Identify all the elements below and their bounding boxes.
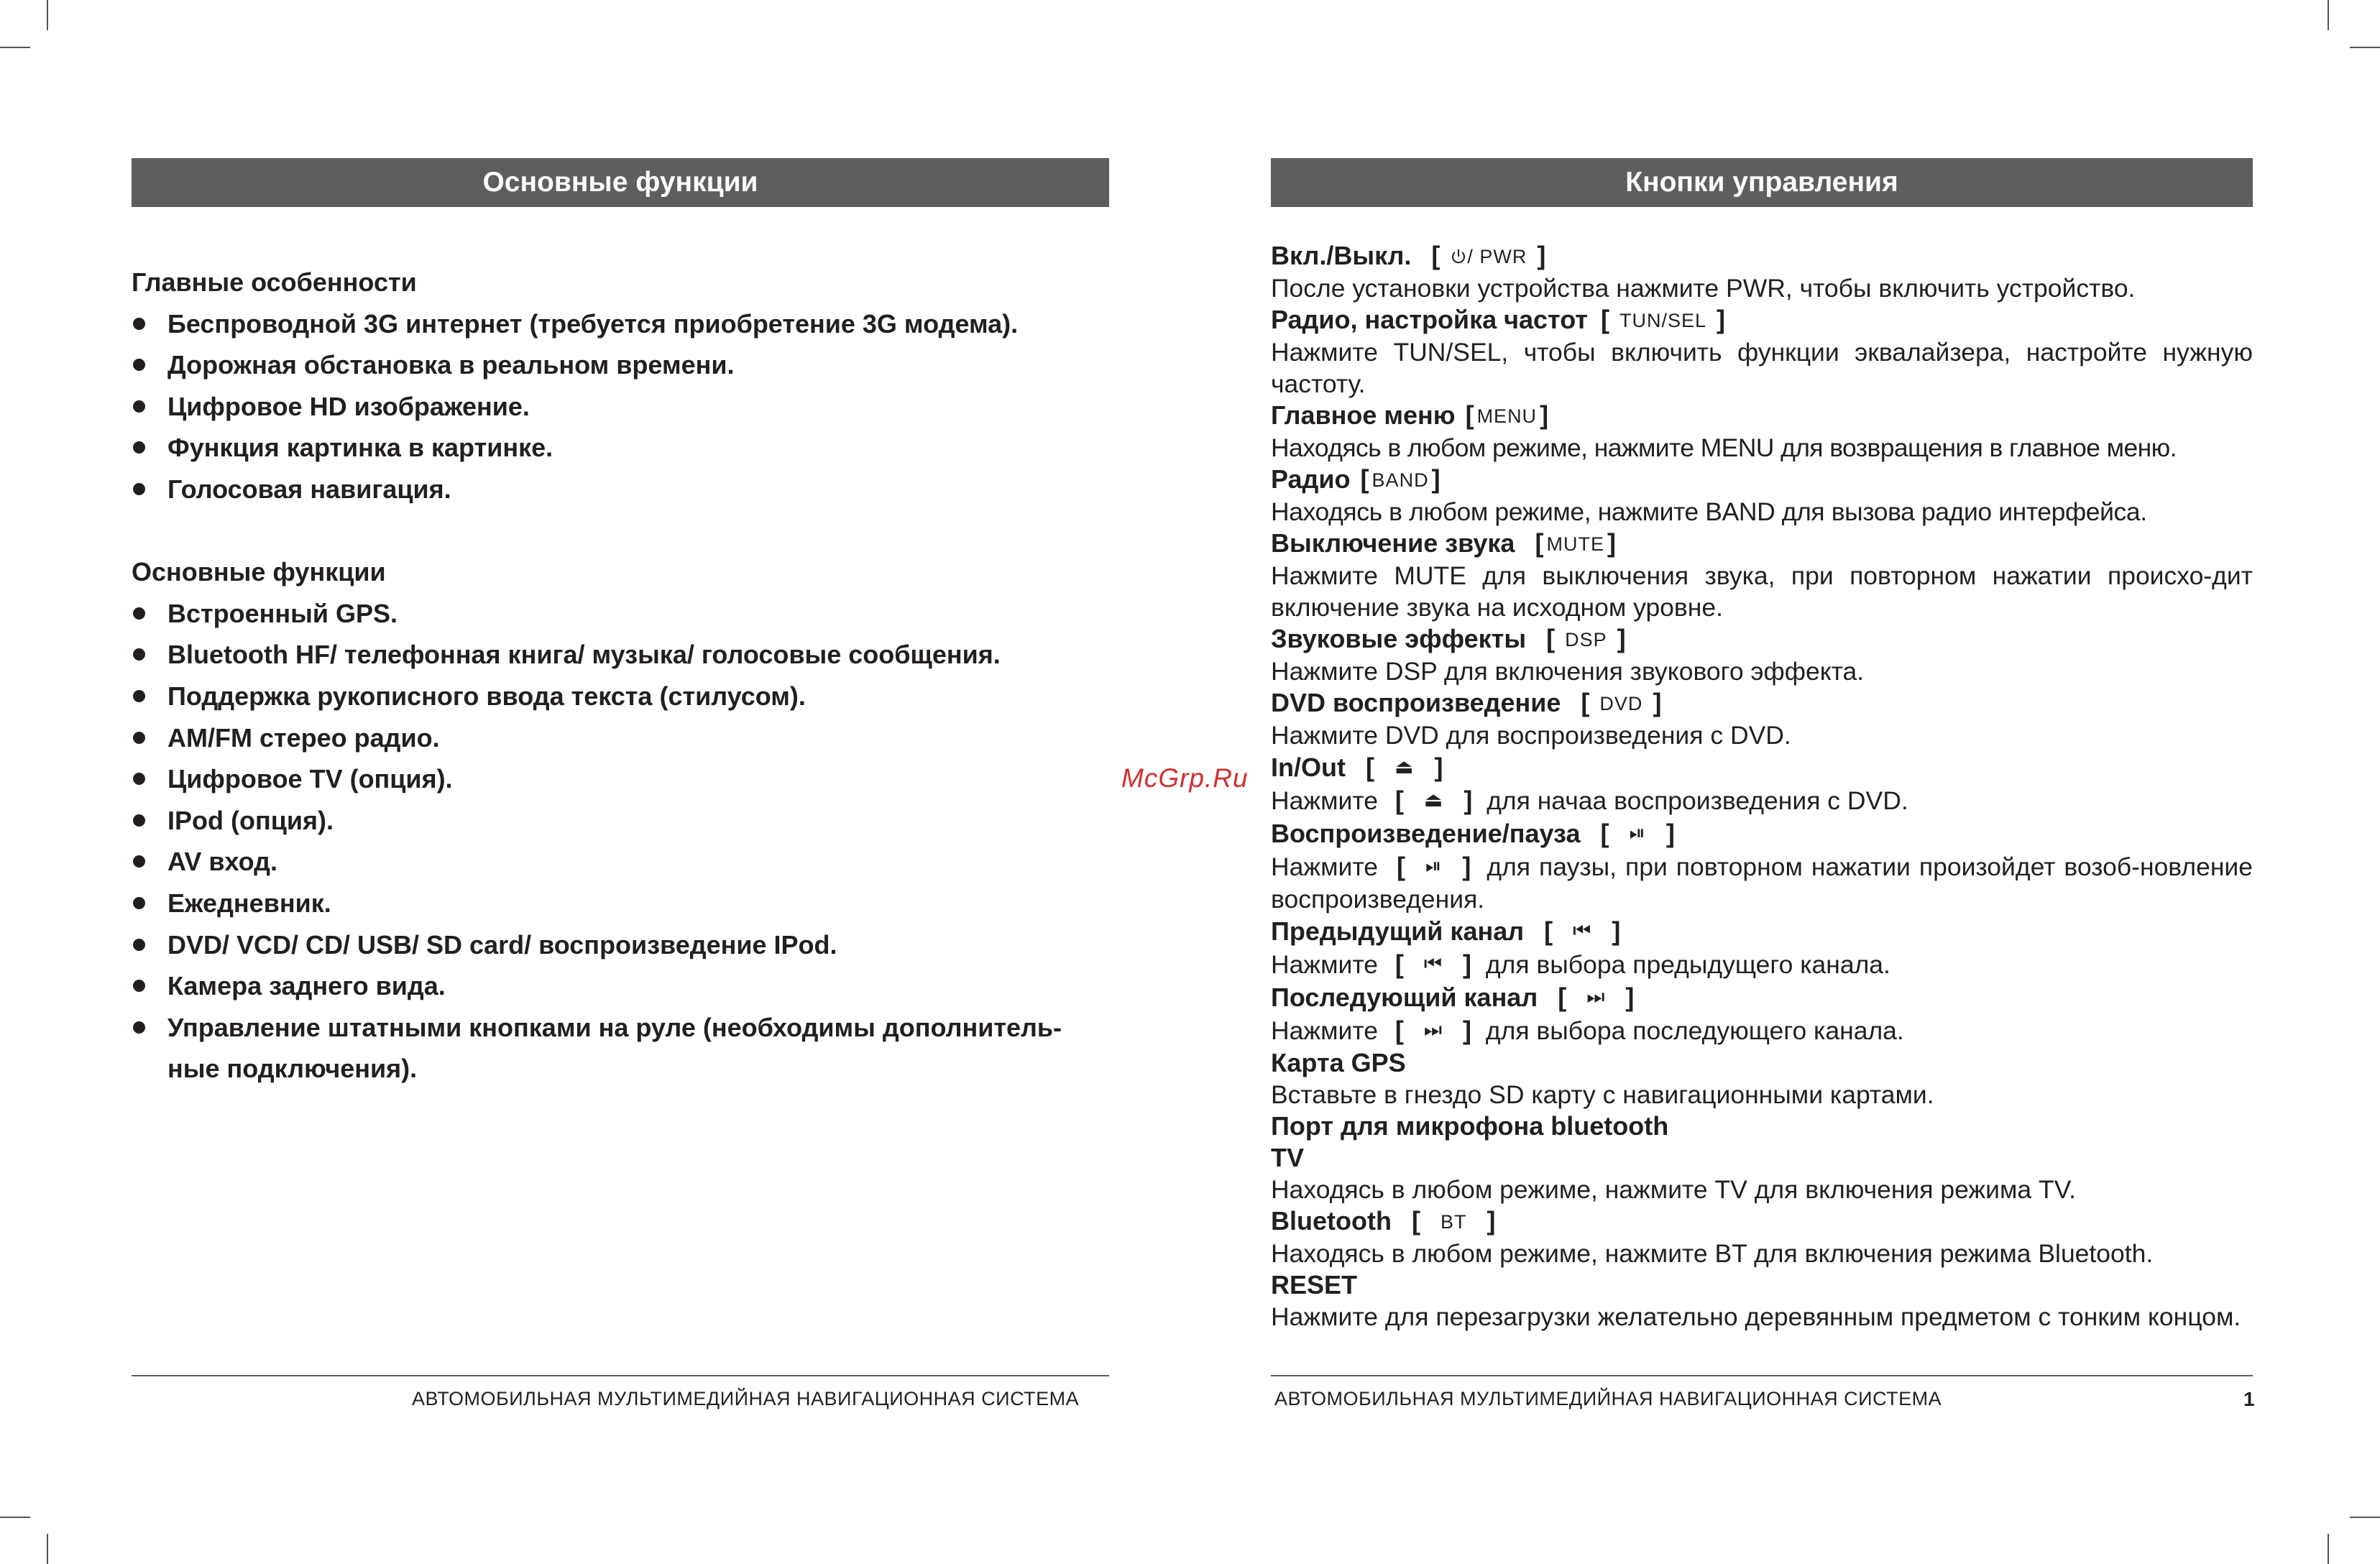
list-item: Встроенный GPS.: [132, 593, 1109, 635]
crop-mark: [0, 1517, 30, 1518]
control-title-dvd: DVD воспроизведение [ DVD ]: [1271, 687, 2253, 719]
list-item: DVD/ VCD/ CD/ USB/ SD card/ воспроизведение IPod.: [132, 924, 1109, 966]
eject-icon: ⏏: [1423, 788, 1444, 811]
features-list: [132, 262, 1109, 1090]
footer-right: АВТОМОБИЛЬНАЯ МУЛЬТИМЕДИЙНАЯ НАВИГАЦИОННАЯ СИСТЕМА: [1274, 1388, 1942, 1409]
next-track-icon: ⏭: [1586, 985, 1606, 1008]
previous-track-icon: ⏮: [1423, 952, 1443, 975]
control-title-band: Радио [ BAND ]: [1271, 464, 2253, 496]
next-track-icon: ⏭: [1423, 1018, 1443, 1041]
control-desc-tuner: Нажмите TUN/SEL, чтобы включить функции эквалайзера, настройте нужную частоту.: [1271, 338, 2253, 398]
control-title-mute: Выключение звука [ MUTE ]: [1271, 528, 2253, 560]
play-pause-icon: ⏯: [1629, 822, 1646, 844]
main-features-list: [132, 303, 1109, 510]
dvd-key: [ DVD ]: [1581, 688, 1662, 717]
crop-mark: [47, 1534, 48, 1564]
list-item: Поддержка рукописного ввода текста (стилусом).: [132, 676, 1109, 717]
list-item: Цифровое TV (опция).: [132, 758, 1109, 800]
control-desc-next: Нажмите [ ⏭ ] для выбора последующего канала.: [1271, 1016, 1904, 1045]
list-item: Функция картинка в картинке.: [132, 427, 1109, 469]
play-pause-icon: ⏯: [1425, 855, 1443, 877]
list-item: Дорожная обстановка в реальном времени.: [132, 344, 1109, 386]
watermark: McGrp.Ru: [1121, 763, 1249, 793]
control-desc-play-pause: Нажмите [ ⏯ ] для паузы, при повторном нажатии произойдет возоб-новление воспроизведения.: [1271, 852, 2253, 914]
right-header: Кнопки управления: [1271, 158, 2253, 207]
list-item: Камера заднего вида.: [132, 965, 1109, 1007]
control-title-bluetooth: Bluetooth [ BT ]: [1271, 1205, 2253, 1238]
control-desc-gps: Вставьте в гнездо SD карту с навигационными картами.: [1271, 1080, 1934, 1109]
section-title-main-features: Главные особенности: [132, 267, 417, 297]
control-title-menu: Главное меню [ MENU ]: [1271, 400, 2253, 432]
control-desc-power: После установки устройства нажмите PWR, чтобы включить устройство.: [1271, 274, 2136, 303]
tuner-key: [ TUN/SEL ]: [1600, 305, 1725, 334]
control-title-prev: Предыдущий канал [ ⏮ ]: [1271, 915, 2253, 948]
control-title-eject: In/Out [ ⏏ ]: [1271, 751, 2253, 784]
control-desc-eject: Нажмите [ ⏏ ] для начаа воспроизведения с DVD.: [1271, 786, 1908, 815]
control-desc-bluetooth: Находясь в любом режиме, нажмите BT для включения режима Bluetooth.: [1271, 1239, 2154, 1268]
right-column: [1271, 158, 2253, 1333]
footer-rule-left: [132, 1375, 1109, 1376]
list-item: AV вход.: [132, 841, 1109, 883]
eject-key: [ ⏏ ]: [1366, 753, 1443, 782]
crop-mark: [2328, 1534, 2329, 1564]
control-title-power: Вкл./Выкл. [ / PWR ]: [1271, 240, 2253, 272]
play-pause-key: [ ⏯ ]: [1600, 819, 1675, 848]
control-desc-menu: Находясь в любом режиме, нажмите MENU для возвращения в главное меню.: [1271, 433, 2177, 462]
control-title-play-pause: Воспроизведение/пауза [ ⏯ ]: [1271, 817, 2253, 850]
previous-track-icon: ⏮: [1573, 919, 1592, 942]
control-title-gps: Карта GPS: [1271, 1048, 1406, 1077]
control-title-tuner: Радио, настройка частот [ TUN/SEL ]: [1271, 304, 2253, 336]
control-title-tv: TV: [1271, 1143, 1305, 1172]
list-item: IPod (опция).: [132, 800, 1109, 842]
footer-left: АВТОМОБИЛЬНАЯ МУЛЬТИМЕДИЙНАЯ НАВИГАЦИОННАЯ СИСТЕМА: [412, 1388, 1080, 1409]
control-desc-prev: Нажмите [ ⏮ ] для выбора предыдущего канала.: [1271, 949, 1890, 979]
section-title-basic-functions: Основные функции: [132, 557, 386, 587]
mute-key: [ MUTE ]: [1535, 528, 1616, 558]
control-desc-reset: Нажмите для перезагрузки желательно деревянным предметом с тонким концом.: [1271, 1302, 2241, 1331]
control-desc-dvd: Нажмите DVD для воспроизведения с DVD.: [1271, 721, 1791, 750]
control-title-next: Последующий канал [ ⏭ ]: [1271, 981, 2253, 1014]
left-column: [132, 158, 1109, 1090]
control-desc-tv: Находясь в любом режиме, нажмите TV для включения режима TV.: [1271, 1175, 2076, 1204]
left-header: Основные функции: [132, 158, 1109, 207]
crop-mark: [2350, 1517, 2380, 1518]
power-key: [ / PWR ]: [1431, 241, 1546, 270]
list-item: Ежедневник.: [132, 883, 1109, 924]
bluetooth-key: [ BT ]: [1411, 1206, 1496, 1236]
control-title-mic: Порт для микрофона bluetooth: [1271, 1111, 1669, 1141]
crop-mark: [47, 0, 48, 30]
band-key: [ BAND ]: [1360, 464, 1441, 494]
menu-key: [ MENU ]: [1465, 400, 1549, 430]
power-icon: [1450, 248, 1467, 265]
list-item: Цифровое HD изображение.: [132, 386, 1109, 428]
list-item: Управление штатными кнопками на руле (необходимы дополнитель-ные подключения).: [132, 1007, 1109, 1090]
footer-rule-right: [1271, 1375, 2253, 1376]
next-key: [ ⏭ ]: [1558, 983, 1635, 1012]
controls-list: [1271, 240, 2253, 1333]
crop-mark: [2350, 47, 2380, 48]
eject-icon: ⏏: [1395, 755, 1415, 778]
crop-mark: [0, 47, 30, 48]
control-desc-dsp: Нажмите DSP для включения звукового эффекта.: [1271, 657, 1865, 686]
control-title-dsp: Звуковые эффекты [ DSP ]: [1271, 623, 2253, 656]
basic-functions-list: [132, 593, 1109, 1090]
list-item: AM/FM стерео радио.: [132, 717, 1109, 759]
page-number: 1: [2243, 1388, 2255, 1410]
list-item: Беспроводной 3G интернет (требуется приобретение 3G модема).: [132, 303, 1109, 345]
list-item: Bluetooth HF/ телефонная книга/ музыка/ голосовые сообщения.: [132, 634, 1109, 676]
prev-key: [ ⏮ ]: [1544, 916, 1621, 946]
control-desc-band: Находясь в любом режиме, нажмите BAND для вызова радио интерфейса.: [1271, 497, 2147, 526]
dsp-key: [ DSP ]: [1546, 624, 1626, 653]
control-desc-mute: Нажмите MUTE для выключения звука, при повторном нажатии происхо-дит включение звука на исходном уровне.: [1271, 561, 2253, 622]
list-item: Голосовая навигация.: [132, 469, 1109, 510]
control-title-reset: RESET: [1271, 1270, 1358, 1300]
crop-mark: [2328, 0, 2329, 30]
